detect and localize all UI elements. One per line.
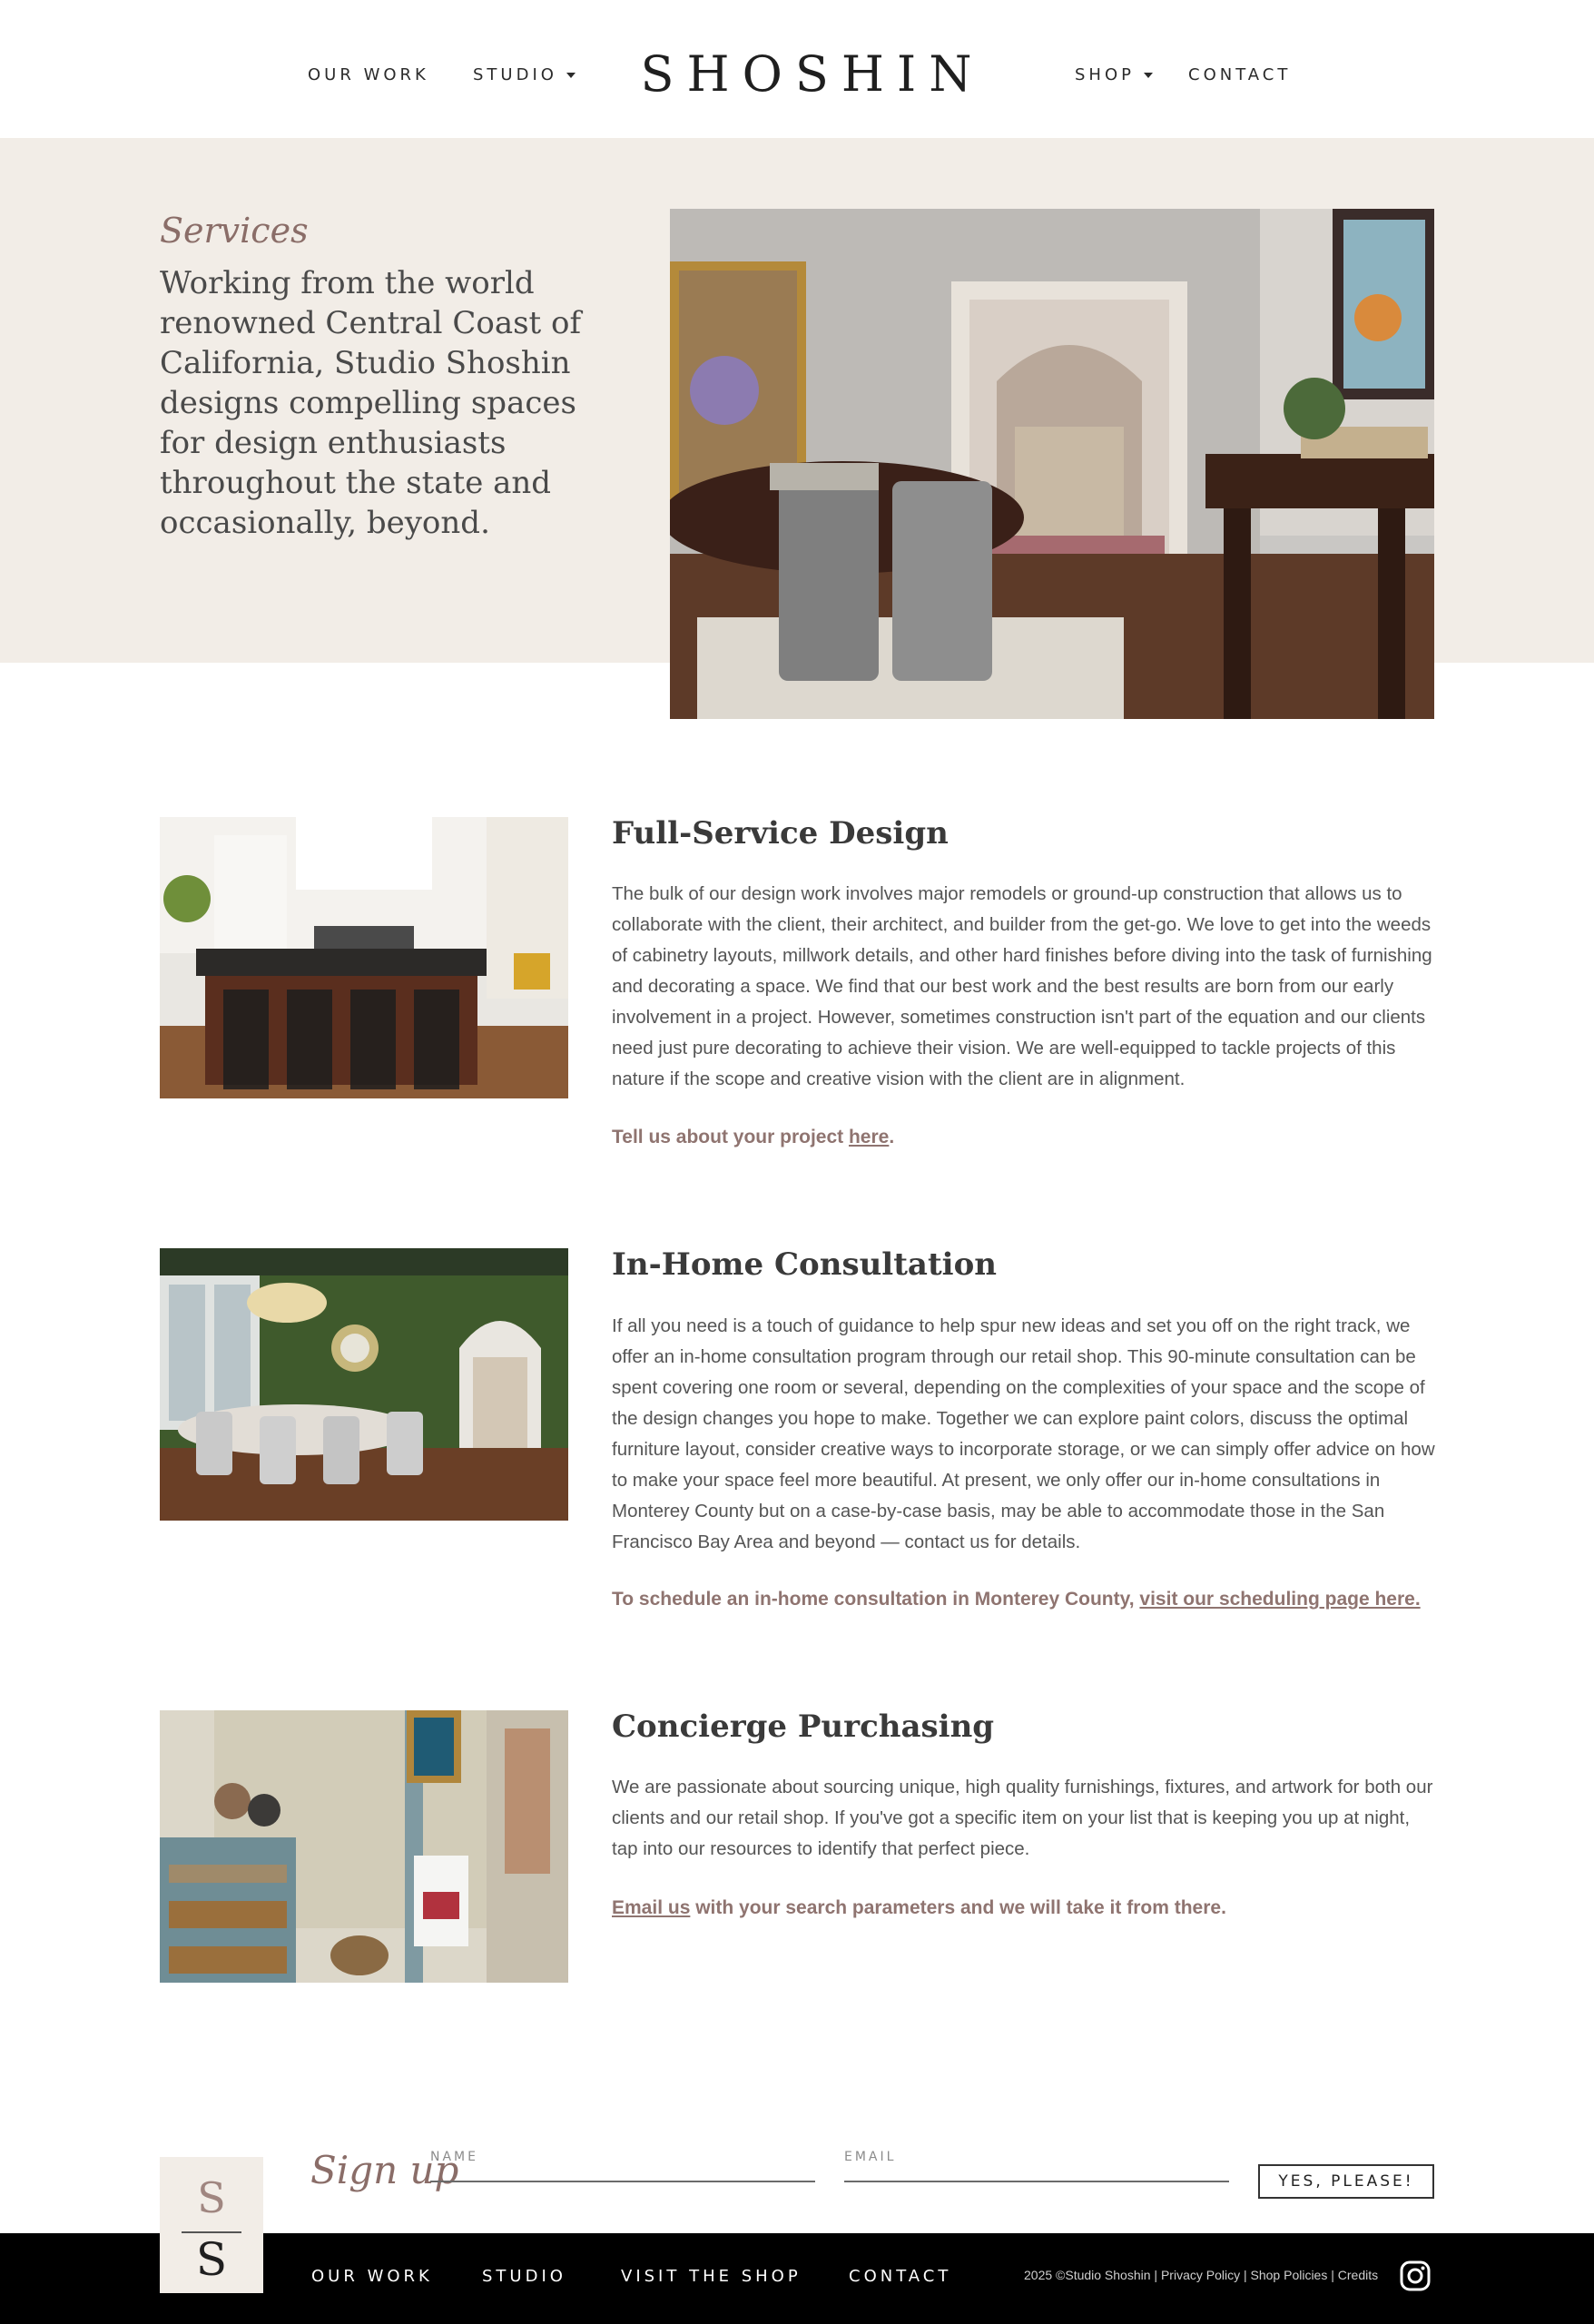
signup-script-label: Sign up bbox=[310, 2148, 459, 2192]
separator: | bbox=[1327, 2268, 1338, 2282]
instagram-icon[interactable] bbox=[1400, 2260, 1431, 2291]
footer-link-our-work[interactable]: OUR WORK bbox=[311, 2267, 433, 2286]
credits-link[interactable]: Credits bbox=[1337, 2268, 1379, 2282]
service-body-in-home: If all you need is a touch of guidance to help spur new ideas and set you off on the right track, we offer an in-home consultation program through our retail shop. This 90-minute consultation can be spent covering one room or several, depending on the complexities of your space and the scope of the design changes you hope to make. Together we can explore paint colors, discuss the optimal furniture layout, consider creative ways to incorporate storage, or we can simply offer advice on how to make your space feel more beautiful. At present, we only offer our in-home consultations in Monterey County but on a case-by-case basis, may be able to accommodate those in the San Francisco Bay Area and beyond — contact us for details. bbox=[612, 1315, 1435, 1552]
service-title-in-home: In-Home Consultation bbox=[612, 1246, 997, 1283]
footer-link-contact[interactable]: CONTACT bbox=[849, 2267, 952, 2286]
shop-policies-link[interactable]: Shop Policies bbox=[1250, 2268, 1328, 2282]
nav-studio-label: STUDIO bbox=[473, 65, 557, 84]
monogram-logo bbox=[160, 2157, 263, 2293]
separator: | bbox=[1240, 2268, 1251, 2282]
hero-dining-room-photo bbox=[670, 209, 1434, 719]
email-field[interactable] bbox=[844, 2146, 1229, 2182]
chevron-down-icon bbox=[1144, 73, 1153, 78]
privacy-policy-link[interactable]: Privacy Policy bbox=[1160, 2268, 1241, 2282]
footer-link-visit-shop[interactable]: VISIT THE SHOP bbox=[621, 2267, 802, 2286]
monogram-bottom-letter: S bbox=[195, 2233, 228, 2286]
chevron-down-icon bbox=[566, 73, 576, 78]
cta-prefix: To schedule an in-home consultation in Monterey County, bbox=[612, 1589, 1140, 1610]
monogram-top-letter: S bbox=[197, 2173, 226, 2222]
cta-suffix: . bbox=[889, 1127, 895, 1147]
site-header bbox=[0, 0, 1594, 138]
project-inquiry-link[interactable]: here bbox=[848, 1127, 890, 1147]
service-cta-in-home bbox=[612, 1589, 1447, 1610]
email-us-link[interactable]: Email us bbox=[612, 1897, 691, 1918]
name-field[interactable] bbox=[430, 2146, 815, 2182]
nav-shop[interactable] bbox=[1075, 65, 1153, 84]
nav-contact[interactable]: CONTACT bbox=[1188, 65, 1292, 84]
separator: | bbox=[1150, 2268, 1161, 2282]
service-body-full-service: The bulk of our design work involves major remodels or ground-up construction that allows us to collaborate with the client, their architect, and builder from the get-go. We love to get into the weeds of cabinetry layouts, millwork details, and other hard finishes before diving into the task of furnishing and decorating a space. We find that our best work and the best results are born from our early involvement in a project. However, sometimes construction isn't part of the equation and our clients need just pure decorating to achieve their vision. We are well-equipped to tackle projects of this nature if the scope and creative vision with the client are in alignment. bbox=[612, 883, 1432, 1089]
cta-suffix: with your search parameters and we will take it from there. bbox=[690, 1897, 1226, 1918]
hero-intro-text: Working from the world renowned Central Coast of California, Studio Shoshin designs compelling spaces for design enthusiasts throughout the state and occasionally, beyond. bbox=[160, 265, 582, 541]
service-cta-full-service bbox=[612, 1127, 1447, 1148]
cta-prefix: Tell us about your project bbox=[612, 1127, 849, 1147]
service-title-concierge: Concierge Purchasing bbox=[612, 1709, 995, 1745]
service-body-concierge: We are passionate about sourcing unique, high quality furnishings, fixtures, and artwork for both our clients and our retail shop. If you've got a specific item on your list that is keeping you up at night, tap into our resources to identify that perfect piece. bbox=[612, 1777, 1433, 1859]
footer-link-studio[interactable]: STUDIO bbox=[482, 2267, 566, 2286]
nav-shop-label: SHOP bbox=[1075, 65, 1135, 84]
nav-studio[interactable] bbox=[473, 65, 576, 84]
kitchen-photo bbox=[160, 817, 568, 1098]
signup-submit-button[interactable]: YES, PLEASE! bbox=[1258, 2164, 1434, 2199]
copyright-text: 2025 ©Studio Shoshin bbox=[1024, 2268, 1151, 2282]
nav-our-work[interactable]: OUR WORK bbox=[308, 65, 429, 84]
footer-legal bbox=[1024, 2268, 1378, 2282]
scheduling-page-link[interactable]: visit our scheduling page here. bbox=[1139, 1589, 1421, 1610]
service-title-full-service: Full-Service Design bbox=[612, 815, 949, 852]
service-cta-concierge bbox=[612, 1897, 1447, 1919]
site-logo[interactable]: SHOSHIN bbox=[640, 45, 985, 103]
concierge-photo bbox=[160, 1710, 568, 1983]
hero-script-heading: Services bbox=[160, 211, 309, 251]
dining-room-green-photo bbox=[160, 1248, 568, 1521]
